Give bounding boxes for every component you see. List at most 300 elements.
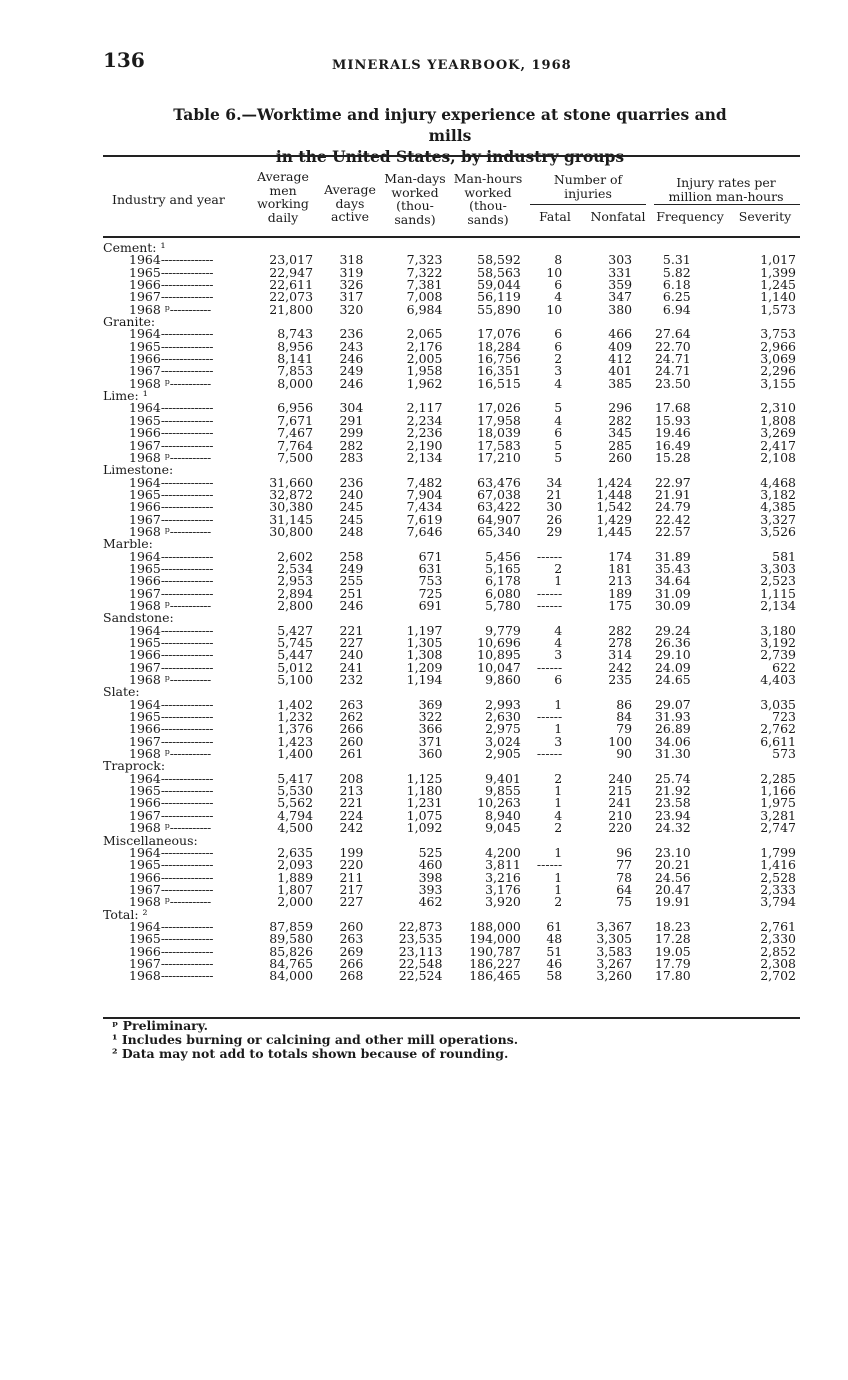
cell: 4: [554, 375, 563, 391]
cell: 10,696: [477, 635, 521, 650]
cell: 6: [554, 672, 563, 688]
cell: 23.50: [654, 375, 691, 391]
cell: 299: [339, 425, 364, 441]
dot-leader: -----------: [169, 523, 211, 539]
cell: 255: [339, 573, 364, 589]
cell: 9,401: [485, 770, 521, 786]
cell: 2,134: [760, 597, 796, 613]
cell: 245: [339, 499, 364, 515]
cell: 63,422: [477, 499, 521, 515]
cell: 3,305: [596, 931, 633, 947]
cell: 6,611: [760, 733, 796, 749]
dot-leader: --------------: [160, 918, 213, 934]
cell: 8,956: [277, 338, 314, 354]
group-name: Total: ²: [103, 906, 148, 922]
cell: 4,200: [485, 844, 521, 860]
cell: 9,779: [485, 622, 521, 638]
dot-leader: --------------: [160, 585, 213, 601]
cell: 34.06: [654, 733, 691, 749]
header-average-men: Average men working daily: [257, 169, 309, 225]
dot-leader: --------------: [160, 499, 213, 515]
row-year-text: 1964: [129, 548, 161, 564]
cell: 23.94: [654, 807, 691, 823]
table-row: [103, 378, 800, 390]
cell: ------: [536, 746, 563, 762]
cell: 9,855: [485, 783, 521, 799]
cell: 5,456: [485, 548, 521, 564]
cell: 235: [608, 672, 633, 688]
row-year-text: 1966: [129, 943, 161, 959]
cell: 21.91: [654, 486, 691, 502]
table-title-line-1: Table 6.—Worktime and injury experience at stone quarries and mills: [173, 105, 727, 145]
cell: 3,367: [596, 918, 633, 934]
cell: 573: [772, 746, 796, 762]
cell: 23.58: [654, 795, 691, 811]
cell: 61: [546, 918, 563, 934]
cell: 2,176: [406, 338, 443, 354]
cell: 4,500: [277, 820, 314, 836]
dot-leader: --------------: [160, 943, 213, 959]
cell: 17.28: [654, 931, 691, 947]
cell: 190,787: [469, 943, 521, 959]
cell: 314: [608, 647, 633, 663]
cell: 401: [608, 363, 633, 379]
cell: 174: [608, 548, 633, 564]
cell: 3,811: [485, 857, 521, 873]
cell: 17,076: [477, 326, 521, 342]
dot-leader: -----------: [169, 820, 211, 836]
cell: 6.94: [662, 301, 691, 317]
cell: 84,765: [269, 955, 314, 971]
cell: 1,399: [760, 264, 796, 280]
cell: 1,092: [406, 820, 443, 836]
cell: 2,285: [760, 770, 796, 786]
cell: 1,808: [760, 412, 796, 428]
row-year-text: 1967: [129, 511, 161, 527]
cell: 260: [608, 449, 633, 465]
dot-leader: --------------: [160, 647, 213, 663]
row-year-text: 1967: [129, 881, 161, 897]
cell: 1,017: [760, 252, 796, 268]
dot-leader: --------------: [160, 400, 213, 416]
row-year-text: 1967: [129, 585, 161, 601]
row-year-text: 1968 ᵖ: [129, 672, 170, 688]
cell: 691: [418, 597, 443, 613]
dot-leader: --------------: [160, 338, 213, 354]
dot-leader: --------------: [160, 425, 213, 441]
header-bottom-rule: [103, 236, 800, 238]
cell: 10,047: [477, 659, 521, 675]
row-year-text: 1966: [129, 721, 161, 737]
cell: 246: [339, 375, 364, 391]
header-frequency: Frequency: [656, 209, 724, 224]
cell: 58,563: [477, 264, 521, 280]
cell: 4: [554, 807, 563, 823]
cell: ------: [536, 585, 563, 601]
row-year-text: 1966: [129, 425, 161, 441]
cell: 23,017: [269, 252, 314, 268]
cell: 2,761: [760, 918, 796, 934]
cell: 2,236: [406, 425, 443, 441]
cell: 266: [339, 721, 364, 737]
cell: 2,308: [760, 955, 796, 971]
cell: 96: [616, 844, 633, 860]
cell: 24.71: [654, 351, 691, 367]
dot-leader: --------------: [160, 709, 213, 725]
header-number-of-injuries: Number of injuries: [553, 172, 623, 201]
dot-leader: --------------: [160, 807, 213, 823]
cell: 3: [554, 363, 563, 379]
cell: 1,305: [406, 635, 443, 650]
cell: 22.57: [654, 523, 691, 539]
cell: 2: [554, 820, 563, 836]
cell: 32,872: [269, 486, 314, 502]
cell: 1,424: [596, 474, 633, 490]
cell: 3,069: [760, 351, 796, 367]
cell: 1,889: [277, 869, 314, 885]
cell: 87,859: [269, 918, 314, 934]
cell: 3,035: [760, 696, 796, 712]
cell: 2,310: [760, 400, 796, 416]
cell: 304: [339, 400, 364, 416]
cell: 22,611: [269, 277, 314, 293]
cell: 65,340: [477, 523, 521, 539]
cell: 84,000: [269, 968, 314, 984]
cell: 260: [339, 918, 364, 934]
table-row: [103, 896, 800, 908]
cell: 23,535: [398, 931, 443, 947]
row-year-text: 1965: [129, 931, 161, 947]
cell: 2,117: [406, 400, 443, 416]
cell: 3,260: [596, 968, 633, 984]
cell: 17,958: [477, 412, 521, 428]
cell: 466: [608, 326, 633, 342]
cell: 7,434: [406, 499, 443, 515]
cell: 2,894: [277, 585, 314, 601]
cell: 4,403: [760, 672, 796, 688]
cell: 4: [554, 412, 563, 428]
cell: 6: [554, 326, 563, 342]
cell: 2,602: [277, 548, 314, 564]
cell: 318: [339, 252, 364, 268]
group-name: Marble:: [103, 536, 153, 552]
cell: 266: [339, 955, 364, 971]
cell: 30.09: [654, 597, 691, 613]
cell: 232: [339, 672, 364, 688]
dot-leader: --------------: [160, 968, 213, 984]
cell: 31.93: [654, 709, 691, 725]
cell: 64,907: [477, 511, 521, 527]
cell: 227: [339, 894, 364, 910]
cell: 23,113: [398, 943, 443, 959]
cell: 3,182: [760, 486, 796, 502]
cell: 100: [608, 733, 633, 749]
cell: 385: [608, 375, 633, 391]
cell: 8,141: [277, 351, 314, 367]
cell: 236: [339, 474, 364, 490]
cell: 1,542: [596, 499, 633, 515]
cell: 3,920: [485, 894, 521, 910]
cell: 249: [339, 560, 364, 576]
group-name: Limestone:: [103, 462, 174, 478]
cell: 3,281: [760, 807, 796, 823]
table-row: [103, 600, 800, 612]
cell: 24.56: [654, 869, 691, 885]
cell: 2,993: [485, 696, 521, 712]
cell: 3,176: [485, 881, 521, 897]
cell: 10: [546, 301, 563, 317]
row-year-text: 1968: [129, 968, 161, 984]
row-year-text: 1966: [129, 277, 161, 293]
cell: 258: [339, 548, 364, 564]
cell: 4: [554, 289, 563, 305]
cell: 3,024: [485, 733, 521, 749]
row-year-text: 1967: [129, 659, 161, 675]
cell: 31.89: [654, 548, 691, 564]
cell: 25.74: [654, 770, 691, 786]
cell: 181: [608, 560, 633, 576]
cell: 30: [546, 499, 563, 515]
cell: 5,417: [277, 770, 314, 786]
cell: 242: [608, 659, 633, 675]
cell: 2,905: [485, 746, 521, 762]
cell: 282: [608, 412, 633, 428]
row-year-text: 1967: [129, 437, 161, 453]
data-table: [103, 242, 800, 983]
cell: 1: [554, 881, 563, 897]
cell: 29.07: [654, 696, 691, 712]
cell: 7,500: [277, 449, 314, 465]
cell: 3,753: [760, 326, 796, 342]
cell: 58,592: [477, 252, 521, 268]
group-name: Lime: ¹: [103, 388, 148, 404]
table-body: [103, 242, 800, 983]
cell: 5,780: [485, 597, 521, 613]
row-year-text: 1966: [129, 351, 161, 367]
cell: 393: [418, 881, 443, 897]
cell: 4,794: [277, 807, 314, 823]
cell: 20.47: [654, 881, 691, 897]
cell: 22,548: [398, 955, 443, 971]
row-year-text: 1968 ᵖ: [129, 375, 170, 391]
cell: 9,860: [485, 672, 521, 688]
cell: 462: [418, 894, 443, 910]
cell: 2,739: [760, 647, 796, 663]
cell: 3,155: [760, 375, 796, 391]
cell: 2,953: [277, 573, 314, 589]
cell: 30,800: [269, 523, 314, 539]
cell: 63,476: [477, 474, 521, 490]
cell: 2,093: [277, 857, 314, 873]
cell: 85,826: [269, 943, 314, 959]
dot-leader: --------------: [160, 264, 213, 280]
cell: 16,756: [477, 351, 521, 367]
cell: 1,308: [406, 647, 443, 663]
cell: 291: [339, 412, 364, 428]
cell: 16.49: [654, 437, 691, 453]
cell: 188,000: [469, 918, 521, 934]
row-year-text: 1965: [129, 560, 161, 576]
cell: 2,800: [277, 597, 314, 613]
row-year-text: 1966: [129, 795, 161, 811]
cell: 9,045: [485, 820, 521, 836]
cell: 240: [339, 486, 364, 502]
cell: 21,800: [269, 301, 314, 317]
cell: 1,209: [406, 659, 443, 675]
cell: 1: [554, 869, 563, 885]
dot-leader: --------------: [160, 770, 213, 786]
table-row: [103, 748, 800, 760]
cell: 7,008: [406, 289, 443, 305]
cell: 1,125: [406, 770, 443, 786]
cell: 2,000: [277, 894, 314, 910]
cell: 15.28: [654, 449, 691, 465]
cell: 1,958: [406, 363, 443, 379]
cell: 22,073: [269, 289, 314, 305]
cell: 23.10: [654, 844, 691, 860]
row-year-text: 1966: [129, 647, 161, 663]
cell: 5,562: [277, 795, 314, 811]
cell: 208: [339, 770, 364, 786]
cell: 6: [554, 338, 563, 354]
row-year-text: 1964: [129, 326, 161, 342]
dot-leader: -----------: [169, 672, 211, 688]
cell: 7,671: [277, 412, 314, 428]
cell: 5,100: [277, 672, 314, 688]
cell: 2,108: [760, 449, 796, 465]
cell: 1,140: [760, 289, 796, 305]
cell: 6,956: [277, 400, 314, 416]
cell: 263: [339, 931, 364, 947]
dot-leader: --------------: [160, 412, 213, 428]
running-head: MINERALS YEARBOOK, 1968: [332, 58, 572, 73]
cell: 2,528: [760, 869, 796, 885]
cell: 1,975: [760, 795, 796, 811]
row-year-text: 1965: [129, 264, 161, 280]
cell: 345: [608, 425, 633, 441]
cell: 326: [339, 277, 364, 293]
cell: 1,799: [760, 844, 796, 860]
dot-leader: --------------: [160, 721, 213, 737]
dot-leader: --------------: [160, 573, 213, 589]
cell: 1,180: [406, 783, 443, 799]
row-year-text: 1965: [129, 412, 161, 428]
cell: 319: [339, 264, 364, 280]
cell: 2,630: [485, 709, 521, 725]
cell: 24.79: [654, 499, 691, 515]
cell: 241: [339, 659, 364, 675]
cell: 1,075: [406, 807, 443, 823]
group-name: Granite:: [103, 314, 156, 330]
cell: 10: [546, 264, 563, 280]
cell: 460: [418, 857, 443, 873]
cell: ------: [536, 659, 563, 675]
cell: 3,303: [760, 560, 796, 576]
dot-leader: --------------: [160, 659, 213, 675]
cell: 2: [554, 770, 563, 786]
cell: 1,232: [277, 709, 314, 725]
cell: 3,192: [760, 635, 796, 650]
cell: 84: [616, 709, 633, 725]
cell: 240: [608, 770, 633, 786]
table-title: [150, 104, 750, 167]
cell: 241: [608, 795, 633, 811]
cell: 58: [546, 968, 563, 984]
cell: 6.25: [662, 289, 691, 305]
table-row: [103, 970, 800, 982]
cell: 189: [608, 585, 633, 601]
cell: 210: [608, 807, 633, 823]
cell: 1,245: [760, 277, 796, 293]
header-injury-rates: Injury rates per million man-hours: [668, 175, 784, 204]
dot-leader: --------------: [160, 252, 213, 268]
row-year-text: 1967: [129, 955, 161, 971]
footnote-1: ¹ Includes burning or calcining and other mill operations.: [112, 1032, 519, 1047]
cell: 723: [772, 709, 796, 725]
cell: 282: [339, 437, 364, 453]
header-man-days: Man-days worked (thou- sands): [384, 171, 446, 227]
cell: 369: [418, 696, 443, 712]
header-nonfatal: Nonfatal: [590, 209, 646, 224]
footnote-2: ² Data may not add to totals shown because of rounding.: [112, 1046, 509, 1061]
cell: 753: [418, 573, 443, 589]
row-year-text: 1968 ᵖ: [129, 894, 170, 910]
cell: 371: [418, 733, 443, 749]
cell: 3,583: [596, 943, 633, 959]
row-year-text: 1966: [129, 499, 161, 515]
cell: 4,468: [760, 474, 796, 490]
dot-leader: --------------: [160, 326, 213, 342]
row-year-text: 1965: [129, 709, 161, 725]
cell: 10,263: [477, 795, 521, 811]
cell: 2,134: [406, 449, 443, 465]
cell: 260: [339, 733, 364, 749]
cell: 359: [608, 277, 633, 293]
cell: 29: [546, 523, 563, 539]
cell: 8,940: [485, 807, 521, 823]
group-name: Sandstone:: [103, 610, 174, 626]
cell: 2,702: [760, 968, 796, 984]
cell: 268: [339, 968, 364, 984]
cell: 79: [616, 721, 633, 737]
cell: 5: [554, 400, 563, 416]
cell: ------: [536, 857, 563, 873]
cell: 581: [772, 548, 796, 564]
cell: 22.70: [654, 338, 691, 354]
cell: 17,210: [477, 449, 521, 465]
row-year-text: 1965: [129, 338, 161, 354]
cell: 380: [608, 301, 633, 317]
cell: 19.46: [654, 425, 691, 441]
cell: 1,197: [406, 622, 443, 638]
row-year-text: 1966: [129, 573, 161, 589]
cell: 7,381: [406, 277, 443, 293]
cell: 2,534: [277, 560, 314, 576]
cell: 246: [339, 597, 364, 613]
cell: 7,322: [406, 264, 443, 280]
cell: 5,530: [277, 783, 314, 799]
cell: 725: [418, 585, 443, 601]
cell: 18,284: [477, 338, 521, 354]
dot-leader: --------------: [160, 696, 213, 712]
cell: 31,660: [269, 474, 314, 490]
cell: 1: [554, 844, 563, 860]
cell: 86: [616, 696, 633, 712]
cell: 220: [608, 820, 633, 836]
dot-leader: -----------: [169, 301, 211, 317]
header-industry: Industry and year: [112, 192, 225, 207]
cell: 5: [554, 449, 563, 465]
